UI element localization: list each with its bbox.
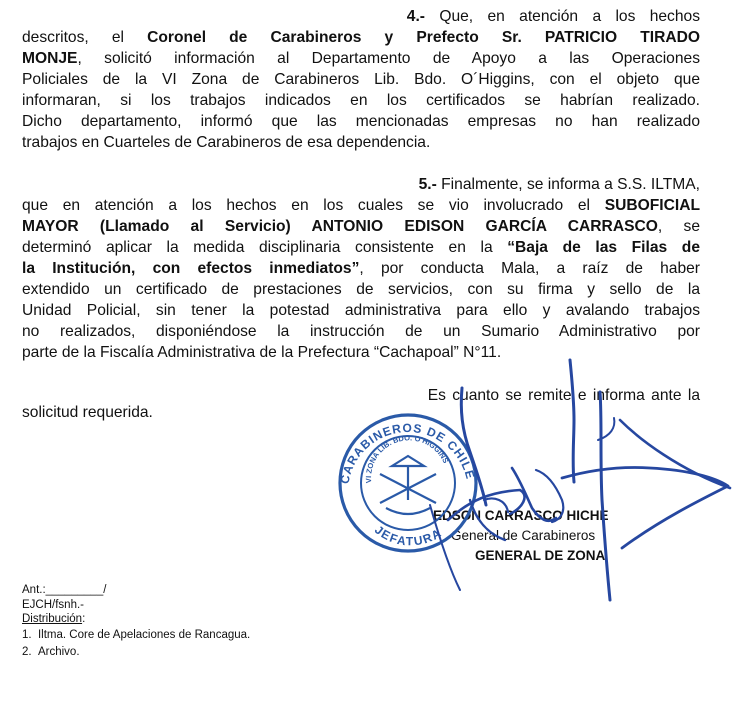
signer-role: GENERAL DE ZONA bbox=[475, 548, 606, 563]
paragraph-5-line-8: no realizados, disponiéndose la instrucción de un Sumario Administrativo por bbox=[22, 323, 700, 340]
stamp-top-text: CARABINEROS DE CHILE bbox=[337, 420, 478, 486]
ant-reference: Ant.:_________/ bbox=[22, 584, 107, 596]
paragraph-4-number: 4.- bbox=[406, 8, 425, 25]
closing-line-1: Es cuanto se remite e informa ante la bbox=[427, 387, 700, 404]
paragraph-5-line-4: determinó aplicar la medida disciplinaria consistente en la “Baja de las Filas de bbox=[22, 239, 700, 256]
paragraph-4-line-6: Dicho departamento, informó que las mencionadas empresas no han realizado bbox=[22, 113, 700, 130]
coronel-name: Coronel de Carabineros y Prefecto Sr. PATRICIO TIRADO bbox=[147, 29, 700, 46]
paragraph-5-line-7: Unidad Policial, sin tener la potestad administrativa para ello y avalando trabajos bbox=[22, 302, 700, 319]
paragraph-4-line-3: MONJE, solicitó información al Departamento de Apoyo a las Operaciones bbox=[22, 50, 700, 67]
distribution-item: 1. Iltma. Core de Apelaciones de Rancagua. bbox=[22, 629, 251, 641]
paragraph-5-line-5: la Institución, con efectos inmediatos”, por conducta Mala, a raíz de haber bbox=[22, 260, 700, 277]
suboficial-name: MAYOR (Llamado al Servicio) ANTONIO EDISON GARCÍA CARRASCO bbox=[22, 218, 658, 235]
paragraph-5-line-2: que en atención a los hechos en los cuales se vio involucrado el SUBOFICIAL bbox=[22, 197, 700, 214]
paragraph-5-line-6: extendido un certificado de prestaciones de servicios, con su firma y sello de la bbox=[22, 281, 700, 298]
distribution-heading: Distribución: bbox=[22, 613, 86, 625]
closing-line-2: solicitud requerida. bbox=[22, 404, 153, 421]
paragraph-4-line-7: trabajos en Cuarteles de Carabineros de esa dependencia. bbox=[22, 134, 431, 151]
paragraph-4-line-4: Policiales de la VI Zona de Carabineros Lib. Bdo. O´Higgins, con el objeto que bbox=[22, 71, 700, 88]
signer-name: EDSON CARRASCO HICHE bbox=[433, 508, 609, 523]
paragraph-5-line-1: 5.- Finalmente, se informa a S.S. ILTMA, bbox=[418, 176, 700, 193]
stamp-bottom-text: JEFATURA bbox=[372, 522, 445, 549]
stamp-inner-text: VI ZONA LIB. BDO. O'HIGGINS bbox=[363, 433, 451, 484]
paragraph-5-line-3: MAYOR (Llamado al Servicio) ANTONIO EDISON GARCÍA CARRASCO, se bbox=[22, 218, 700, 235]
signer-title: General de Carabineros bbox=[451, 528, 596, 543]
paragraph-5-line-9: parte de la Fiscalía Administrativa de la Prefectura “Cachapoal” N°11. bbox=[22, 344, 502, 361]
initials-reference: EJCH/fsnh.- bbox=[22, 599, 84, 611]
paragraph-4-line-1: 4.- Que, en atención a los hechos bbox=[406, 8, 700, 25]
sanction-text: la Institución, con efectos inmediatos” bbox=[22, 260, 360, 277]
paragraph-4-line-2: descritos, el Coronel de Carabineros y Prefecto Sr. PATRICIO TIRADO bbox=[22, 29, 700, 46]
paragraph-4-line-5: informaran, si los trabajos indicados en los certificados se habrían realizado. bbox=[22, 92, 700, 109]
paragraph-5-number: 5.- bbox=[418, 176, 437, 193]
distribution-item: 2. Archivo. bbox=[22, 646, 80, 658]
